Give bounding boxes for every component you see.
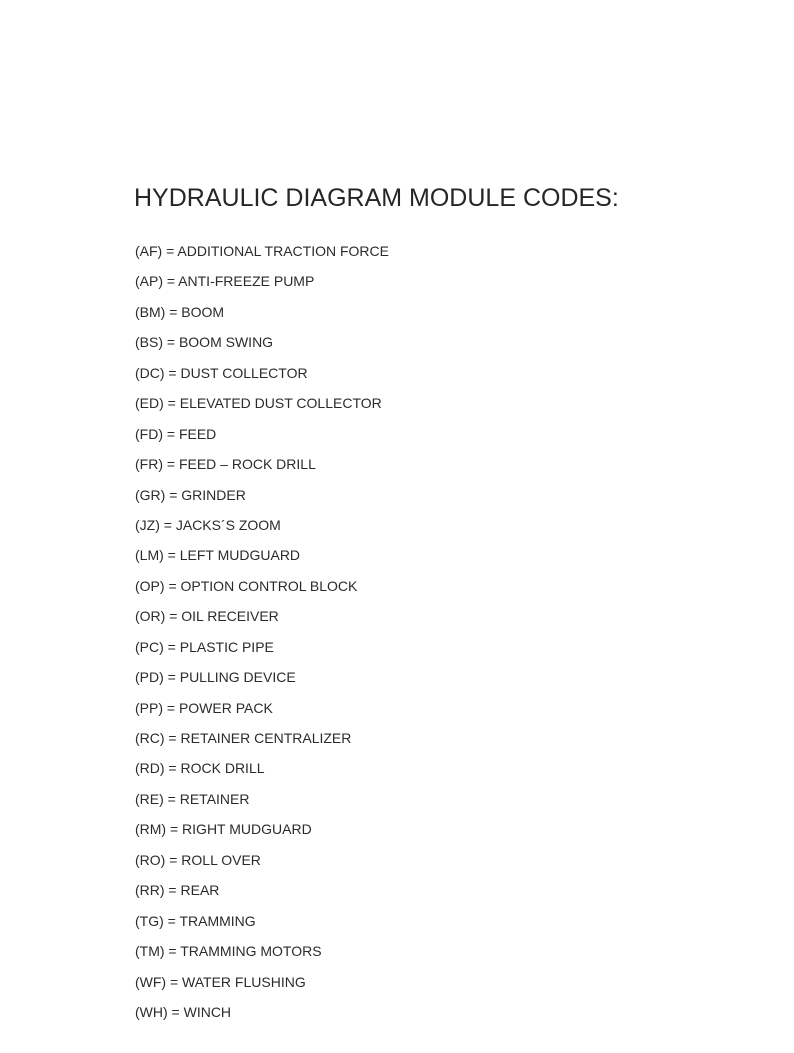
module-code-item: (PP) = POWER PACK (135, 699, 273, 716)
module-code-item: (AF) = ADDITIONAL TRACTION FORCE (135, 243, 389, 259)
module-code-item: (DC) = DUST COLLECTOR (135, 364, 308, 381)
module-code-item: (WH) = WINCH (135, 1003, 232, 1020)
module-code-item: (JZ) = JACKS´S ZOOM (135, 516, 281, 533)
module-code-item: (TM) = TRAMMING MOTORS (135, 943, 322, 960)
module-code-item: (RM) = RIGHT MUDGUARD (135, 821, 312, 838)
module-code-item: (ED) = ELEVATED DUST COLLECTOR (135, 395, 382, 412)
module-code-item: (AP) = ANTI-FREEZE PUMP (135, 273, 315, 290)
module-code-item: (WF) = WATER FLUSHING (135, 973, 306, 990)
module-code-item: (BM) = BOOM (135, 303, 225, 320)
module-code-item: (FR) = FEED – ROCK DRILL (135, 456, 316, 473)
module-code-item: (PC) = PLASTIC PIPE (135, 638, 274, 655)
module-code-item: (RD) = ROCK DRILL (135, 760, 265, 777)
module-code-item: (OR) = OIL RECEIVER (135, 608, 279, 625)
module-code-item: (BS) = BOOM SWING (135, 334, 274, 351)
module-code-item: (RE) = RETAINER (135, 790, 250, 807)
module-code-item: (RC) = RETAINER CENTRALIZER (135, 730, 352, 746)
module-code-item: (GR) = GRINDER (135, 486, 246, 503)
module-code-item: (PD) = PULLING DEVICE (135, 669, 296, 686)
module-code-item: (OP) = OPTION CONTROL BLOCK (135, 577, 358, 594)
module-code-list (135, 243, 389, 1034)
module-code-item: (RO) = ROLL OVER (135, 851, 261, 868)
page-title: HYDRAULIC DIAGRAM MODULE CODES: (134, 184, 619, 212)
module-code-item: (RR) = REAR (135, 882, 220, 899)
module-code-item: (FD) = FEED (135, 425, 217, 442)
module-code-item: (LM) = LEFT MUDGUARD (135, 547, 301, 564)
module-code-item: (TG) = TRAMMING (135, 912, 256, 929)
